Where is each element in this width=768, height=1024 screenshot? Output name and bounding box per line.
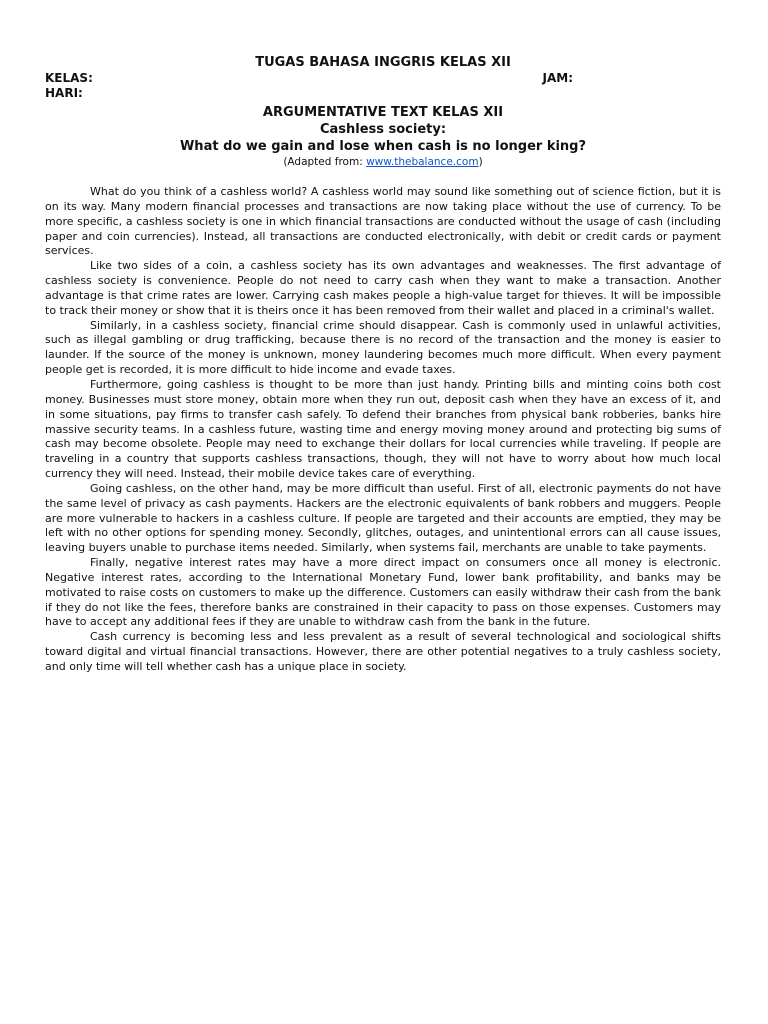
source-suffix: )	[478, 156, 483, 168]
document-page	[45, 54, 721, 675]
source-prefix: (Adapted from:	[283, 156, 367, 168]
paragraph: Like two sides of a coin, a cashless society has its own advantages and weaknesses. The first advantage of cashless society is convenience. People do not need to carry cash when they want to make a transaction. Another advantage is that crime rates are lower. Carrying cash makes people a high-value target for thieves. It will be impossible to track their money or show that it is theirs once it has been removed from their wallet and placed in a criminal's wallet.	[45, 259, 721, 317]
paragraph: What do you think of a cashless world? A cashless world may sound like something out of science fiction, but it is on its way. Many modern financial processes and transactions are now taking place without the use of currency. To be more specific, a cashless society is one in which financial transactions are conducted without the usage of cash (including paper and coin currencies). Instead, all transactions are conducted electronically, with debit or credit cards or payment services.	[45, 185, 721, 258]
paragraph: Going cashless, on the other hand, may be more difficult than useful. First of all, electronic payments do not have the same level of privacy as cash payments. Hackers are the electronic equivalents of bank robbers and muggers. People are more vulnerable to hackers in a cashless culture. If people are targeted and their accounts are emptied, they may be left with no other options for spending money. Secondly, glitches, outages, and unintentional errors can all cause issues, leaving buyers unable to purchase items needed. Similarly, when systems fail, merchants are unable to take payments.	[45, 481, 721, 555]
source-link[interactable]: www.thebalance.com	[366, 156, 479, 168]
paragraph: Finally, negative interest rates may have a more direct impact on consumers once all money is electronic. Negative interest rates, according to the International Monetary Fund, lower bank profitability, and banks may be motivated to raise costs on customers to make up the difference. Customers can easily withdraw their cash from the bank if they do not like the fees, therefore banks are constrained in their capacity to pass on those expenses. Customers may have to accept any additional fees if they are unable to withdraw cash from the bank in the future.	[45, 556, 721, 629]
article-title: Cashless society:	[319, 122, 447, 137]
article-subtitle: What do we gain and lose when cash is no longer king?	[179, 139, 587, 154]
article-body	[45, 185, 721, 675]
article-heading: ARGUMENTATIVE TEXT KELAS XII	[262, 105, 504, 120]
paragraph: Furthermore, going cashless is thought to be more than just handy. Printing bills and minting coins both cost money. Businesses must store money, obtain more when they run out, deposit cash when they have an excess of it, and in some situations, pay firms to transfer cash safely. To defend their branches from physical bank robberies, banks hire massive security teams. In a cashless future, wasting time and energy moving money around and protecting big sums of cash may become obsolete. People may need to exchange their dollars for local currencies while traveling. If people are traveling in a country that supports cashless transactions, though, they will not have to worry about how much local currency they will need. Instead, their mobile device takes care of everything.	[45, 377, 721, 481]
source-note	[45, 155, 721, 169]
paragraph: Cash currency is becoming less and less prevalent as a result of several technological and sociological shifts toward digital and virtual financial transactions. However, there are other potential negatives to a truly cashless society, and only time will tell whether cash has a unique place in society.	[45, 630, 721, 673]
hari-label: HARI:	[45, 86, 83, 100]
jam-label: JAM:	[542, 71, 573, 85]
meta-row	[45, 71, 721, 86]
assignment-title: TUGAS BAHASA INGGRIS KELAS XII	[255, 55, 511, 70]
paragraph: Similarly, in a cashless society, financial crime should disappear. Cash is commonly used in unlawful activities, such as illegal gambling or drug trafficking, because there is no record of the transaction and the money is easier to launder. If the source of the money is unknown, money laundering becomes much more difficult. When every payment people get is recorded, it is more difficult to hide income and evade taxes.	[45, 318, 721, 377]
kelas-label: KELAS:	[45, 71, 93, 85]
